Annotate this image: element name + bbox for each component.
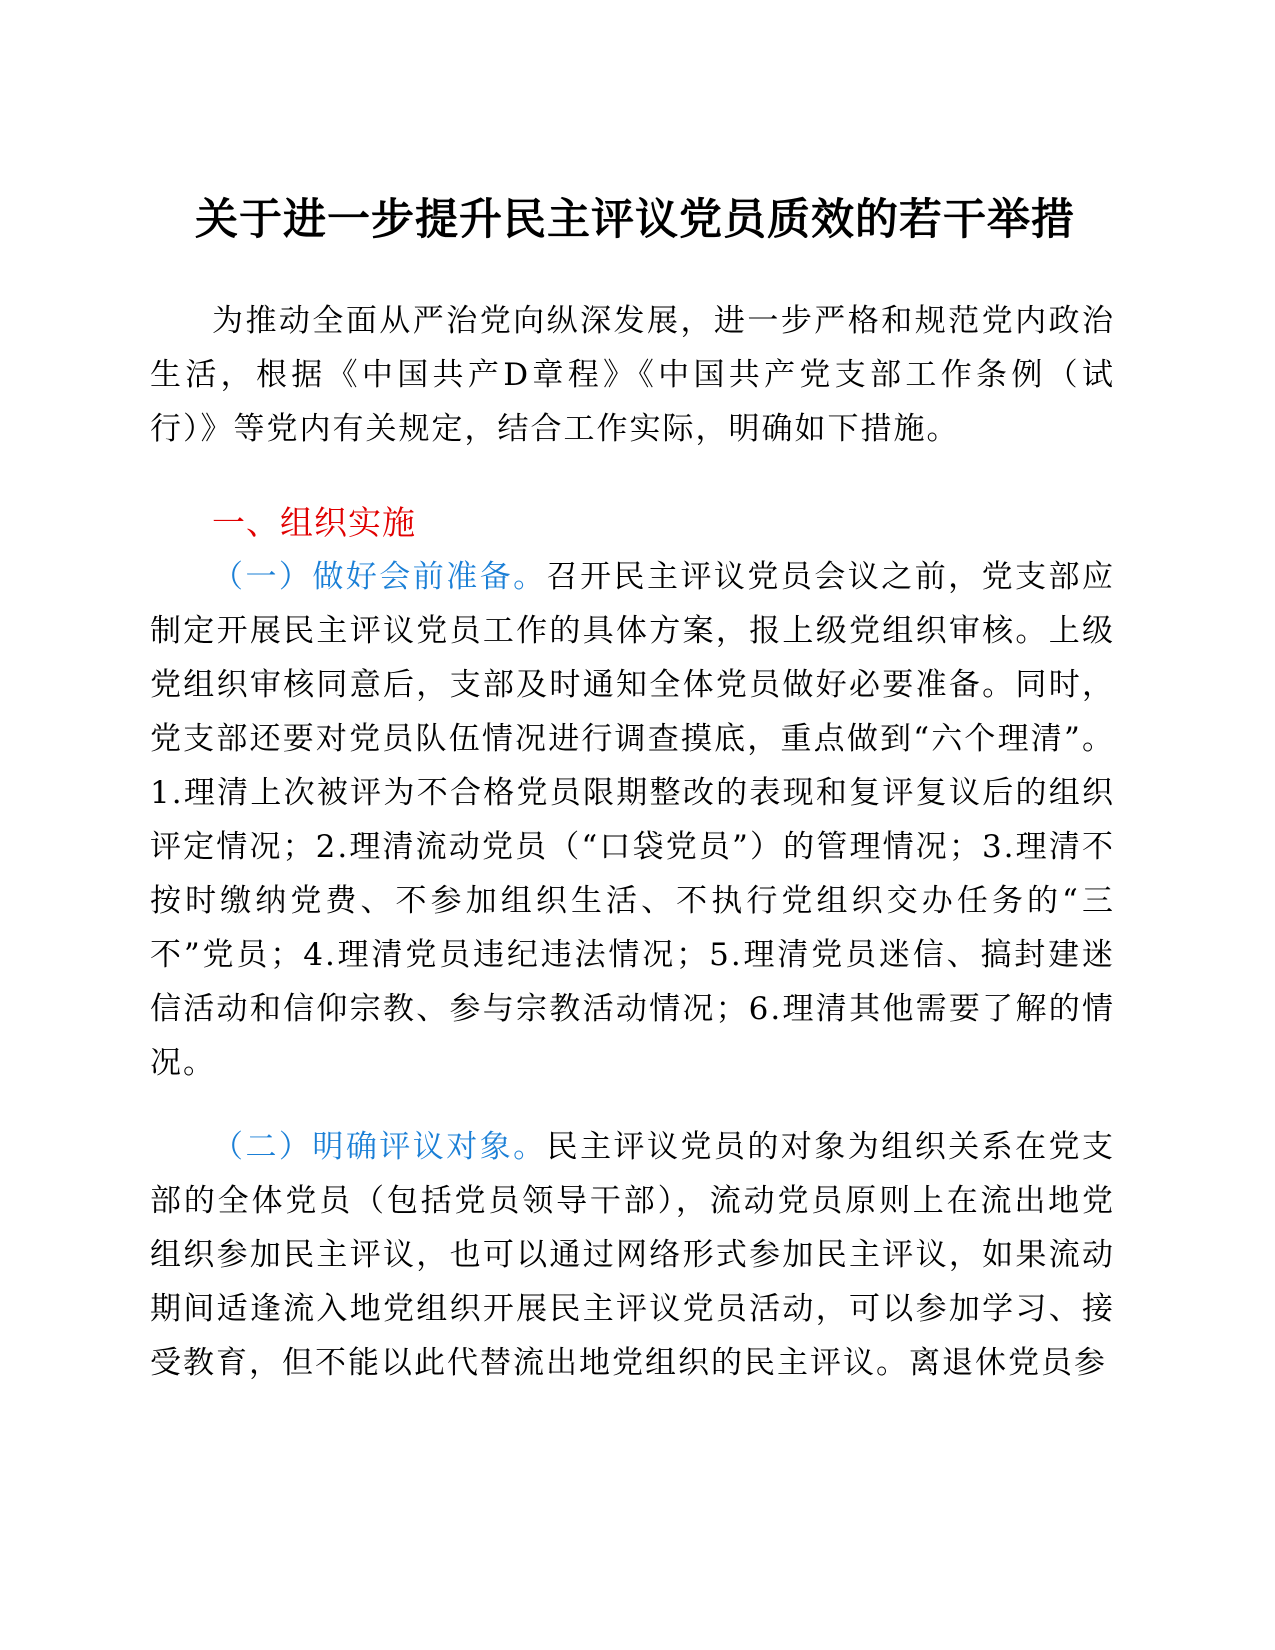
section-heading: 一、组织实施 <box>212 503 416 542</box>
intro-paragraph: 为推动全面从严治党向纵深发展，进一步严格和规范党内政治生活，根据《中国共产D章程》《中国共产党支部工作条例（试行）》等党内有关规定，结合工作实际，明确如下措施。 <box>150 303 1115 447</box>
document-title: 关于进一步提升民主评议党员质效的若干举措 <box>195 195 1075 245</box>
item-1-paragraph <box>150 550 1115 1090</box>
item-2-subheading: （二）明确评议对象。 <box>212 1129 547 1165</box>
item-1-subheading: （一）做好会前准备。 <box>212 559 547 595</box>
item-2-paragraph <box>150 1120 1115 1390</box>
item-1-text: 召开民主评议党员会议之前，党支部应制定开展民主评议党员工作的具体方案，报上级党组织审核。上级党组织审核同意后，支部及时通知全体党员做好必要准备。同时，党支部还要对党员队伍情况进行调查摸底，重点做到“六个理清”。1.理清上次被评为不合格党员限期整改的表现和复评复议后的组织评定情况；2.理清流动党员（“口袋党员”）的管理情况；3.理清不按时缴纳党费、不参加组织生活、不执行党组织交办任务的“三不”党员；4.理清党员违纪违法情况；5.理清党员迷信、搞封建迷信活动和信仰宗教、参与宗教活动情况；6.理清其他需要了解的情况。 <box>150 559 1116 1081</box>
item-2-text: 民主评议党员的对象为组织关系在党支部的全体党员（包括党员领导干部），流动党员原则上在流出地党组织参加民主评议，也可以通过网络形式参加民主评议，如果流动期间适逢流入地党组织开展民主评议党员活动，可以参加学习、接受教育，但不能以此代替流出地党组织的民主评议。离退休党员参 <box>150 1129 1116 1381</box>
